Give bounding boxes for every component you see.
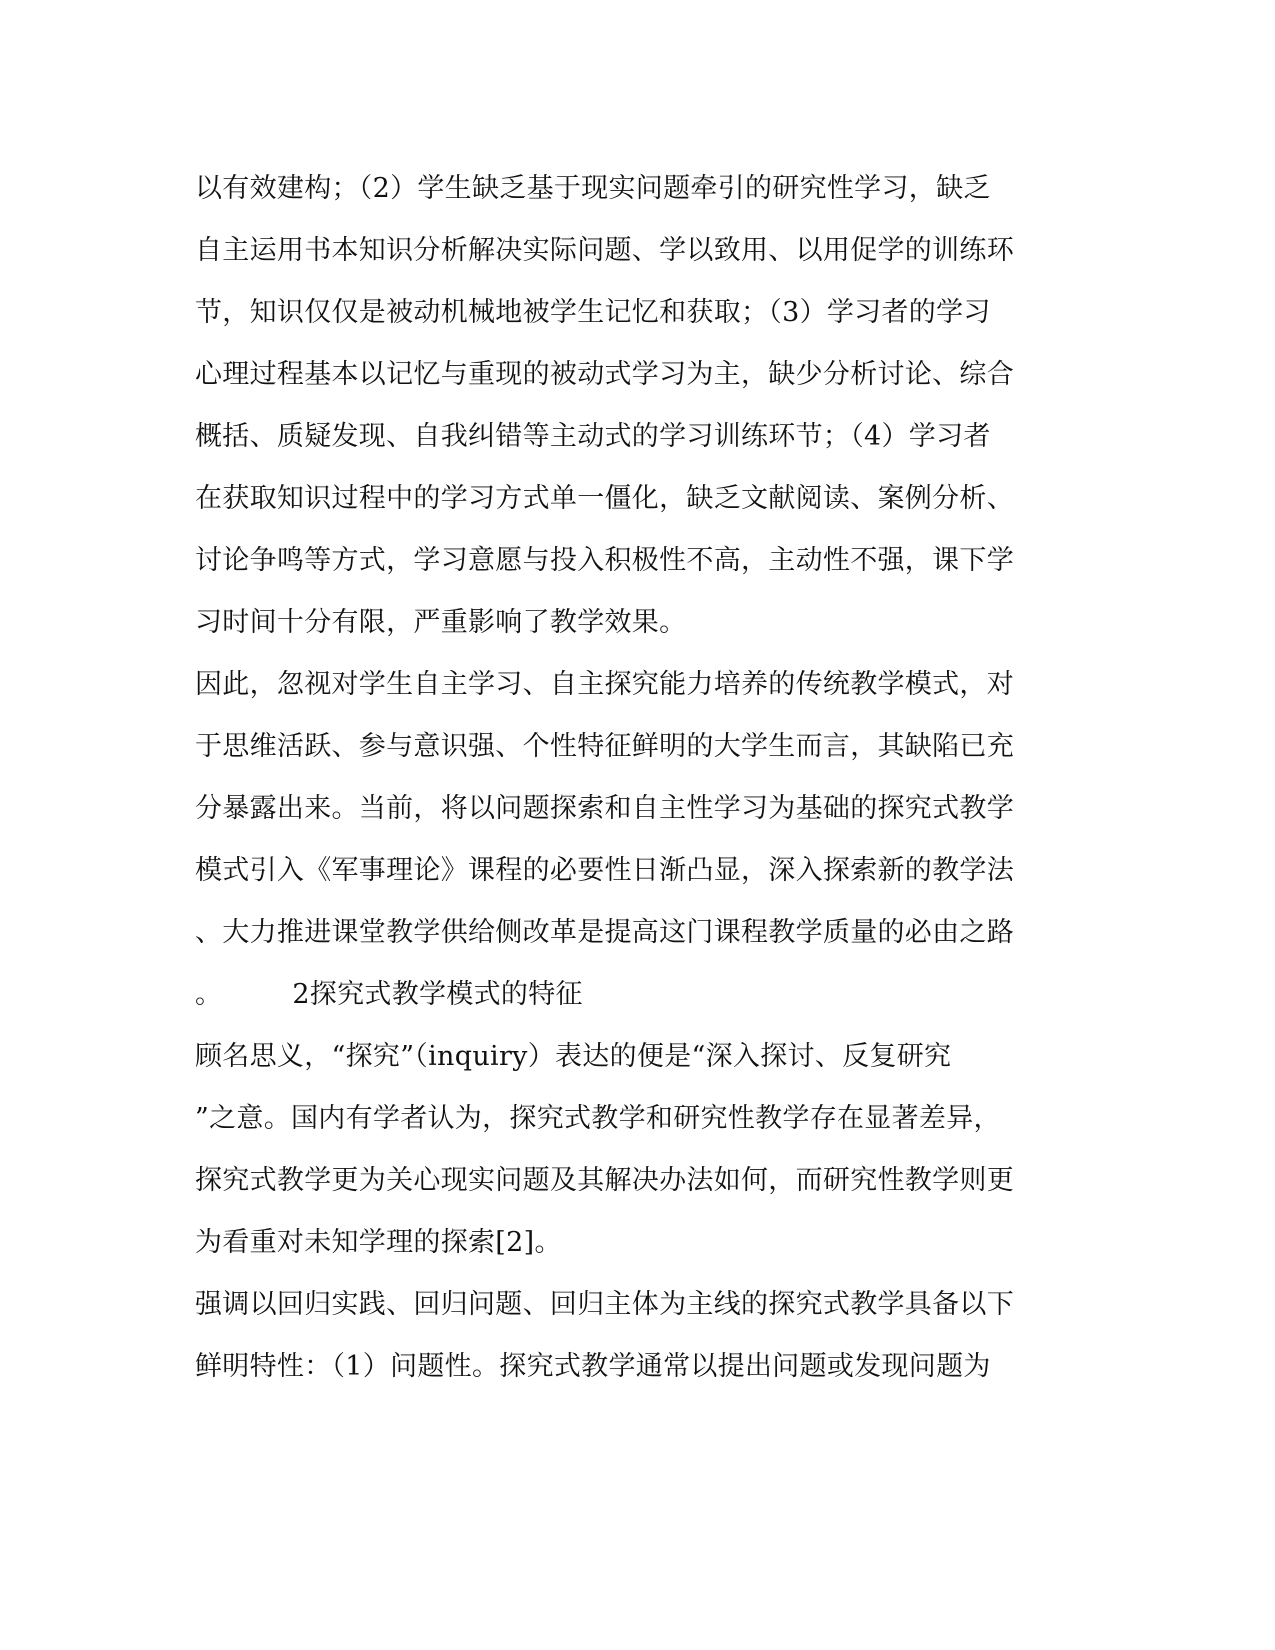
paragraph-line: 顾名思义，“探究”（inquiry）表达的便是“深入探讨、反复研究	[195, 1041, 952, 1072]
paragraph-line: 为看重对未知学理的探索[2]。	[195, 1227, 562, 1258]
paragraph-line: 心理过程基本以记忆与重现的被动式学习为主，缺少分析讨论、综合	[195, 359, 1014, 390]
paragraph-line: 在获取知识过程中的学习方式单一僵化，缺乏文献阅读、案例分析、	[195, 483, 1014, 514]
paragraph-line: 探究式教学更为关心现实问题及其解决办法如何，而研究性教学则更	[195, 1165, 1014, 1196]
paragraph-line: 讨论争鸣等方式，学习意愿与投入积极性不高，主动性不强，课下学	[195, 545, 1014, 576]
body-text	[195, 158, 1085, 1398]
paragraph-line: 强调以回归实践、回归问题、回归主体为主线的探究式教学具备以下	[195, 1289, 1014, 1320]
paragraph-line: 鲜明特性：（1）问题性。探究式教学通常以提出问题或发现问题为	[195, 1351, 991, 1382]
paragraph-line: 于思维活跃、参与意识强、个性特征鲜明的大学生而言，其缺陷已充	[195, 731, 1014, 762]
paragraph-line: 概括、质疑发现、自我纠错等主动式的学习训练环节；（4）学习者	[195, 421, 991, 452]
paragraph-line: 节，知识仅仅是被动机械地被学生记忆和获取；（3）学习者的学习	[195, 297, 991, 328]
heading-prefix: 。	[195, 979, 223, 1010]
paragraph-line: 、大力推进课堂教学供给侧改革是提高这门课程教学质量的必由之路	[195, 917, 1014, 948]
paragraph-line: ”之意。国内有学者认为，探究式教学和研究性教学存在显著差异，	[195, 1103, 1001, 1134]
paragraph-line: 习时间十分有限，严重影响了教学效果。	[195, 607, 687, 638]
paragraph-line: 模式引入《军事理论》课程的必要性日渐凸显，深入探索新的教学法	[195, 855, 1014, 886]
section-heading: 2探究式教学模式的特征	[292, 979, 583, 1010]
paragraph-line: 自主运用书本知识分析解决实际问题、学以致用、以用促学的训练环	[195, 235, 1014, 266]
paragraph-line: 分暴露出来。当前，将以问题探索和自主性学习为基础的探究式教学	[195, 793, 1014, 824]
paragraph-line: 以有效建构；（2）学生缺乏基于现实问题牵引的研究性学习，缺乏	[195, 173, 991, 204]
section-heading-line	[195, 964, 1085, 1026]
paragraph-line: 因此，忽视对学生自主学习、自主探究能力培养的传统教学模式，对	[195, 669, 1014, 700]
